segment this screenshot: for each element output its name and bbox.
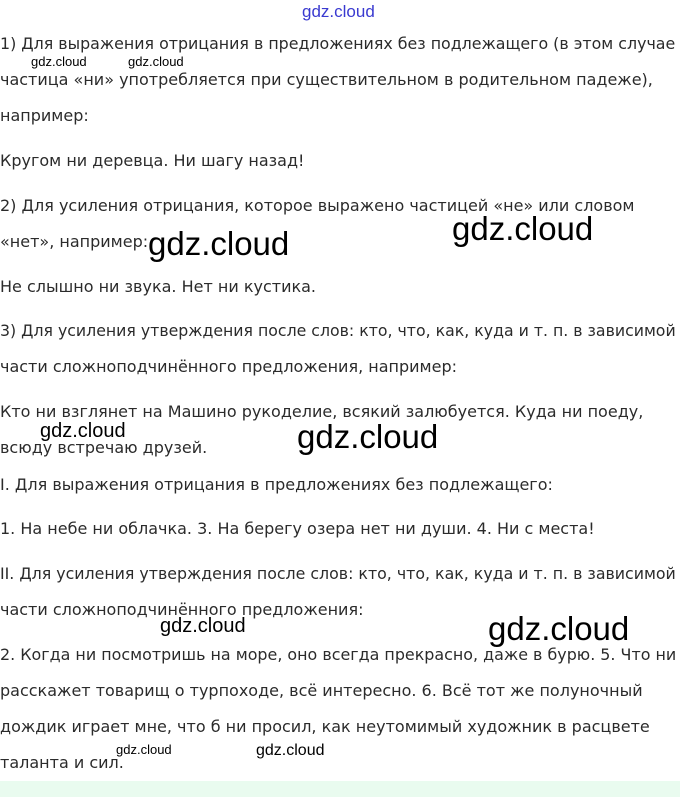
text-line: частица «ни» употребляется при существительном в родительном падеже),: [0, 70, 653, 89]
text-line: II. Для усиления утверждения после слов: кто, что, как, куда и т. п. в зависимой: [0, 564, 676, 583]
text-line: части сложноподчинённого предложения:: [0, 600, 364, 619]
text-line: 3) Для усиления утверждения после слов: кто, что, как, куда и т. п. в зависимой: [0, 321, 676, 340]
text-line: Кто ни взглянет на Машино рукоделие, всякий залюбуется. Куда ни поеду,: [0, 402, 644, 421]
text-line: таланта и сил.: [0, 753, 124, 772]
text-line: расскажет товарищ о турпоходе, всё интересно. 6. Всё тот же полуночный: [0, 681, 643, 700]
text-line: дождик играет мне, что б ни просил, как неутомимый художник в расцвете: [0, 717, 650, 736]
text-line: всюду встречаю друзей.: [0, 438, 208, 457]
watermark: gdz.cloud: [148, 225, 290, 262]
watermark: gdz.cloud: [297, 418, 439, 455]
watermark: gdz.cloud: [128, 54, 184, 69]
text-line: 2) Для усиления отрицания, которое выражено частицей «не» или словом: [0, 196, 635, 215]
text-line: 1. На небе ни облачка. 3. На берегу озера нет ни души. 4. Ни с места!: [0, 519, 595, 538]
watermark-top: gdz.cloud: [302, 2, 375, 21]
watermark: gdz.cloud: [116, 742, 172, 757]
text-line: «нет», например:: [0, 232, 149, 251]
watermark: gdz.cloud: [488, 610, 630, 647]
text-line: части сложноподчинённого предложения, например:: [0, 357, 457, 376]
watermark: gdz.cloud: [160, 615, 246, 637]
watermark: gdz.cloud: [31, 54, 87, 69]
text-line: 2. Когда ни посмотришь на море, оно всегда прекрасно, даже в бурю. 5. Что ни: [0, 645, 677, 664]
text-line: Кругом ни деревца. Ни шагу назад!: [0, 151, 305, 170]
text-line: Не слышно ни звука. Нет ни кустика.: [0, 277, 317, 296]
watermark: gdz.cloud: [256, 742, 325, 759]
text-line: I. Для выражения отрицания в предложениях без подлежащего:: [0, 475, 553, 494]
footer-bar: [0, 781, 680, 797]
text-line: например:: [0, 106, 89, 125]
watermark: gdz.cloud: [40, 420, 126, 442]
text-line: 1) Для выражения отрицания в предложениях без подлежащего (в этом случае: [0, 34, 676, 53]
watermark: gdz.cloud: [452, 210, 594, 247]
